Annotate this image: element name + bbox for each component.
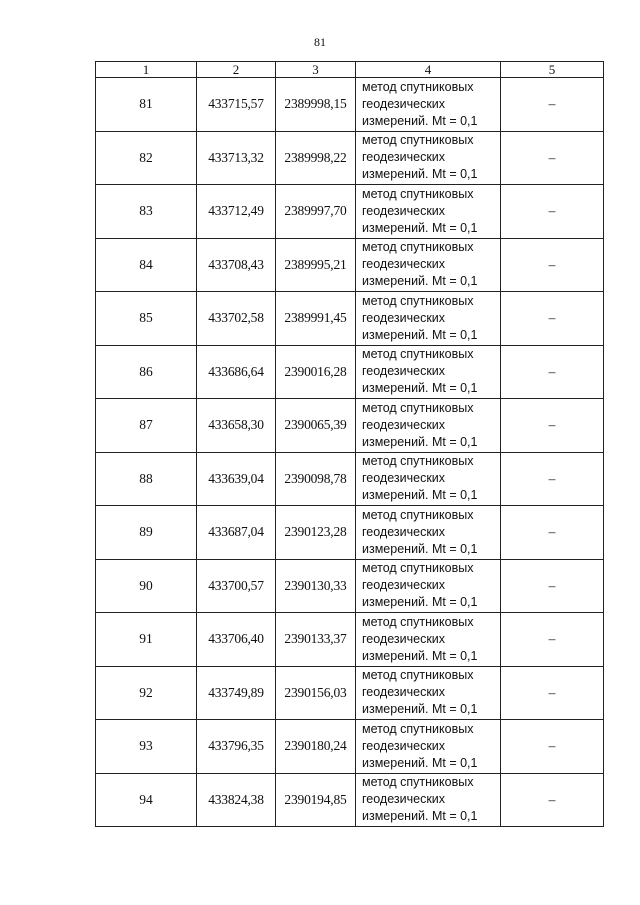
method-line: измерений. Mt = 0,1 — [362, 809, 478, 824]
method-line: геодезических — [362, 685, 446, 700]
point-number-cell: 86 — [96, 345, 197, 399]
table-row — [96, 506, 604, 560]
table-row — [96, 399, 604, 453]
method-line: измерений. Mt = 0,1 — [362, 702, 478, 717]
table-row — [96, 78, 604, 132]
note-cell: – — [501, 292, 604, 346]
note-cell: – — [501, 506, 604, 560]
method-cell — [356, 292, 501, 346]
y-coordinate-cell: 2390123,28 — [276, 506, 356, 560]
table-row — [96, 185, 604, 239]
method-line: геодезических — [362, 96, 446, 111]
method-line: геодезических — [362, 417, 446, 432]
method-line: метод спутниковых — [362, 79, 474, 94]
y-coordinate-cell: 2389995,21 — [276, 238, 356, 292]
method-line: геодезических — [362, 524, 446, 539]
method-line: геодезических — [362, 257, 446, 272]
coordinates-table — [95, 61, 604, 827]
method-line: измерений. Mt = 0,1 — [362, 327, 478, 342]
method-line: геодезических — [362, 792, 446, 807]
method-line: геодезических — [362, 150, 446, 165]
note-cell: – — [501, 399, 604, 453]
method-cell — [356, 185, 501, 239]
x-coordinate-cell: 433708,43 — [197, 238, 276, 292]
point-number-cell: 81 — [96, 78, 197, 132]
method-line: метод спутниковых — [362, 775, 474, 790]
table-row — [96, 613, 604, 667]
x-coordinate-cell: 433700,57 — [197, 559, 276, 613]
note-cell: – — [501, 185, 604, 239]
method-line: геодезических — [362, 631, 446, 646]
x-coordinate-cell: 433702,58 — [197, 292, 276, 346]
method-cell — [356, 238, 501, 292]
method-line: геодезических — [362, 364, 446, 379]
table-header-row — [96, 62, 604, 78]
point-number-cell: 85 — [96, 292, 197, 346]
method-line: геодезических — [362, 203, 446, 218]
point-number-cell: 89 — [96, 506, 197, 560]
note-cell: – — [501, 131, 604, 185]
note-cell: – — [501, 78, 604, 132]
point-number-cell: 92 — [96, 666, 197, 720]
x-coordinate-cell: 433824,38 — [197, 773, 276, 827]
x-coordinate-cell: 433713,32 — [197, 131, 276, 185]
note-cell: – — [501, 720, 604, 774]
method-cell — [356, 613, 501, 667]
method-line: метод спутниковых — [362, 347, 474, 362]
x-coordinate-cell: 433687,04 — [197, 506, 276, 560]
y-coordinate-cell: 2390098,78 — [276, 452, 356, 506]
y-coordinate-cell: 2390065,39 — [276, 399, 356, 453]
method-line: измерений. Mt = 0,1 — [362, 755, 478, 770]
table-row — [96, 238, 604, 292]
y-coordinate-cell: 2389997,70 — [276, 185, 356, 239]
method-line: измерений. Mt = 0,1 — [362, 541, 478, 556]
method-line: геодезических — [362, 578, 446, 593]
y-coordinate-cell: 2390016,28 — [276, 345, 356, 399]
x-coordinate-cell: 433712,49 — [197, 185, 276, 239]
method-line: измерений. Mt = 0,1 — [362, 274, 478, 289]
y-coordinate-cell: 2390133,37 — [276, 613, 356, 667]
method-line: метод спутниковых — [362, 186, 474, 201]
y-coordinate-cell: 2390180,24 — [276, 720, 356, 774]
table-row — [96, 452, 604, 506]
table-row — [96, 720, 604, 774]
point-number-cell: 82 — [96, 131, 197, 185]
page-number: 81 — [314, 35, 326, 49]
x-coordinate-cell: 433686,64 — [197, 345, 276, 399]
note-cell: – — [501, 559, 604, 613]
column-header-1: 1 — [96, 62, 197, 78]
method-line: геодезических — [362, 310, 446, 325]
note-cell: – — [501, 452, 604, 506]
method-cell — [356, 345, 501, 399]
note-cell: – — [501, 613, 604, 667]
method-line: метод спутниковых — [362, 400, 474, 415]
column-header-4: 4 — [356, 62, 501, 78]
x-coordinate-cell: 433658,30 — [197, 399, 276, 453]
y-coordinate-cell: 2390130,33 — [276, 559, 356, 613]
point-number-cell: 91 — [96, 613, 197, 667]
method-line: метод спутниковых — [362, 133, 474, 148]
note-cell: – — [501, 238, 604, 292]
table-body — [96, 78, 604, 827]
y-coordinate-cell: 2389998,22 — [276, 131, 356, 185]
method-cell — [356, 78, 501, 132]
method-cell — [356, 666, 501, 720]
method-line: метод спутниковых — [362, 721, 474, 736]
method-cell — [356, 452, 501, 506]
y-coordinate-cell: 2390194,85 — [276, 773, 356, 827]
method-line: измерений. Mt = 0,1 — [362, 381, 478, 396]
method-line: измерений. Mt = 0,1 — [362, 648, 478, 663]
point-number-cell: 84 — [96, 238, 197, 292]
method-line: метод спутниковых — [362, 240, 474, 255]
note-cell: – — [501, 345, 604, 399]
point-number-cell: 90 — [96, 559, 197, 613]
method-cell — [356, 506, 501, 560]
table-row — [96, 292, 604, 346]
x-coordinate-cell: 433639,04 — [197, 452, 276, 506]
method-line: метод спутниковых — [362, 561, 474, 576]
point-number-cell: 83 — [96, 185, 197, 239]
method-cell — [356, 559, 501, 613]
point-number-cell: 87 — [96, 399, 197, 453]
x-coordinate-cell: 433749,89 — [197, 666, 276, 720]
method-line: измерений. Mt = 0,1 — [362, 488, 478, 503]
point-number-cell: 94 — [96, 773, 197, 827]
x-coordinate-cell: 433706,40 — [197, 613, 276, 667]
x-coordinate-cell: 433715,57 — [197, 78, 276, 132]
point-number-cell: 88 — [96, 452, 197, 506]
method-line: метод спутниковых — [362, 507, 474, 522]
x-coordinate-cell: 433796,35 — [197, 720, 276, 774]
table-row — [96, 666, 604, 720]
table-row — [96, 345, 604, 399]
note-cell: – — [501, 666, 604, 720]
method-line: измерений. Mt = 0,1 — [362, 595, 478, 610]
method-cell — [356, 773, 501, 827]
method-cell — [356, 720, 501, 774]
y-coordinate-cell: 2389991,45 — [276, 292, 356, 346]
column-header-2: 2 — [197, 62, 276, 78]
method-cell — [356, 399, 501, 453]
method-line: метод спутниковых — [362, 293, 474, 308]
table-row — [96, 131, 604, 185]
column-header-5: 5 — [501, 62, 604, 78]
method-line: измерений. Mt = 0,1 — [362, 113, 478, 128]
method-line: метод спутниковых — [362, 668, 474, 683]
method-line: геодезических — [362, 738, 446, 753]
method-line: измерений. Mt = 0,1 — [362, 220, 478, 235]
table-row — [96, 559, 604, 613]
method-line: метод спутниковых — [362, 454, 474, 469]
method-line: измерений. Mt = 0,1 — [362, 434, 478, 449]
method-line: метод спутниковых — [362, 614, 474, 629]
method-line: геодезических — [362, 471, 446, 486]
table-row — [96, 773, 604, 827]
point-number-cell: 93 — [96, 720, 197, 774]
column-header-3: 3 — [276, 62, 356, 78]
y-coordinate-cell: 2390156,03 — [276, 666, 356, 720]
method-cell — [356, 131, 501, 185]
note-cell: – — [501, 773, 604, 827]
method-line: измерений. Mt = 0,1 — [362, 167, 478, 182]
y-coordinate-cell: 2389998,15 — [276, 78, 356, 132]
